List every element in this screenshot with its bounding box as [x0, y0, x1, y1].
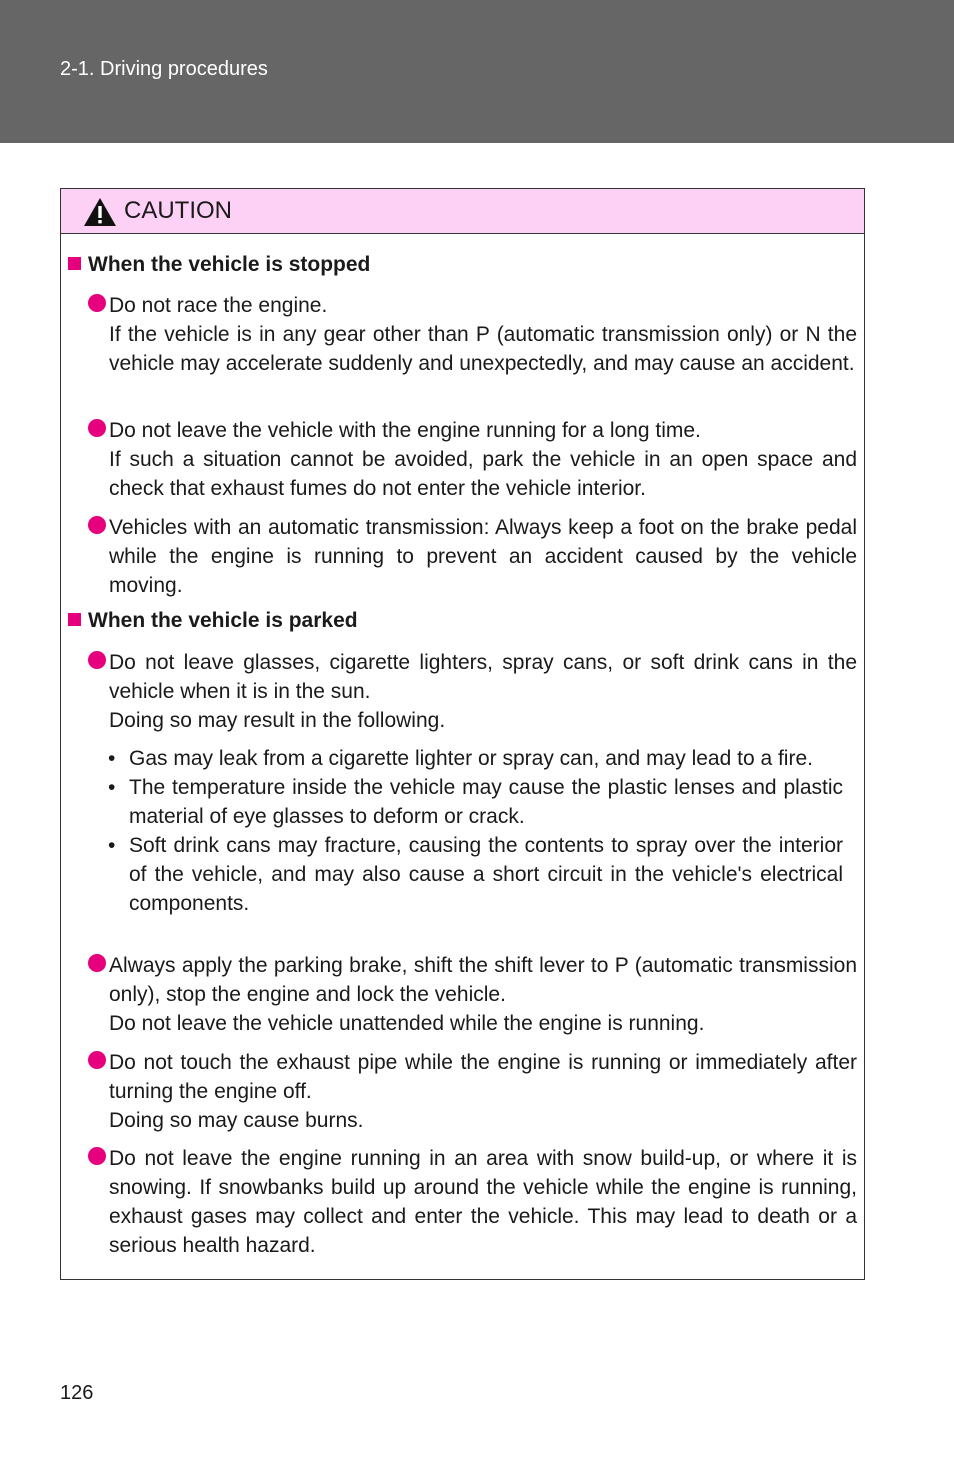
item-lead: Always apply the parking brake, shift the shift lever to P (automatic transmission only), stop the engine and lock the vehicle.	[109, 954, 857, 1006]
circle-bullet-icon	[88, 419, 106, 437]
circle-bullet-icon	[88, 1147, 106, 1165]
circle-bullet-icon	[88, 294, 106, 312]
item-detail: Do not leave the vehicle unattended while the engine is running.	[109, 1012, 705, 1035]
dot-bullet-icon: •	[108, 776, 116, 799]
section-label: 2-1. Driving procedures	[60, 58, 268, 80]
square-bullet-icon	[68, 257, 81, 270]
sub-bullet-text: The temperature inside the vehicle may cause the plastic lenses and plastic material of eye glasses to deform or crack.	[129, 776, 843, 828]
circle-bullet-icon	[88, 1051, 106, 1069]
dot-bullet-icon: •	[108, 747, 116, 770]
circle-bullet-icon	[88, 651, 106, 669]
list-item	[88, 513, 857, 600]
item-lead: Do not touch the exhaust pipe while the engine is running or immediately after turning the engine off.	[109, 1051, 857, 1103]
section-heading	[68, 609, 358, 633]
item-detail: If the vehicle is in any gear other than P (automatic transmission only) or N the vehicle may accelerate suddenly and unexpectedly, and may cause an accident.	[109, 323, 857, 375]
list-item	[88, 416, 857, 503]
item-lead: Vehicles with an automatic transmission: Always keep a foot on the brake pedal while the engine is running to prevent an accident caused by the vehicle moving.	[109, 516, 857, 597]
item-lead: Do not leave the engine running in an area with snow build-up, or where it is snowing. If snowbanks build up around the vehicle while the engine is running, exhaust gases may collect and enter the vehicle. This may lead to death or a serious health hazard.	[109, 1147, 857, 1257]
list-item	[88, 1144, 857, 1260]
list-item	[88, 1048, 857, 1135]
list-item	[88, 648, 857, 735]
sub-bullet-list	[108, 744, 843, 918]
circle-bullet-icon	[88, 516, 106, 534]
header-band	[0, 0, 954, 143]
item-detail: Doing so may result in the following.	[109, 709, 446, 732]
list-item	[88, 951, 857, 1038]
sub-bullet-item	[108, 744, 843, 773]
item-lead: Do not leave glasses, cigarette lighters, spray cans, or soft drink cans in the vehicle when it is in the sun.	[109, 651, 857, 703]
sub-bullet-text: Gas may leak from a cigarette lighter or spray can, and may lead to a fire.	[129, 747, 813, 770]
item-lead: Do not race the engine.	[109, 294, 328, 317]
list-item	[88, 291, 857, 378]
item-detail: If such a situation cannot be avoided, park the vehicle in an open space and check that exhaust fumes do not enter the vehicle interior.	[109, 448, 857, 500]
dot-bullet-icon: •	[108, 834, 116, 857]
caution-box	[60, 188, 865, 1280]
sub-bullet-text: Soft drink cans may fracture, causing the contents to spray over the interior of the vehicle, and may also cause a short circuit in the vehicle's electrical components.	[129, 834, 843, 915]
item-lead: Do not leave the vehicle with the engine running for a long time.	[109, 419, 701, 442]
item-detail: Doing so may cause burns.	[109, 1109, 364, 1132]
section-heading	[68, 253, 370, 277]
caution-title: CAUTION	[124, 197, 232, 224]
sub-bullet-item	[108, 773, 843, 831]
section-heading-text: When the vehicle is stopped	[88, 253, 371, 276]
circle-bullet-icon	[88, 954, 106, 972]
square-bullet-icon	[68, 613, 81, 626]
page-number: 126	[60, 1382, 94, 1404]
caution-header	[61, 189, 864, 234]
sub-bullet-item	[108, 831, 843, 918]
warning-triangle-icon	[83, 197, 117, 227]
section-heading-text: When the vehicle is parked	[88, 609, 358, 632]
